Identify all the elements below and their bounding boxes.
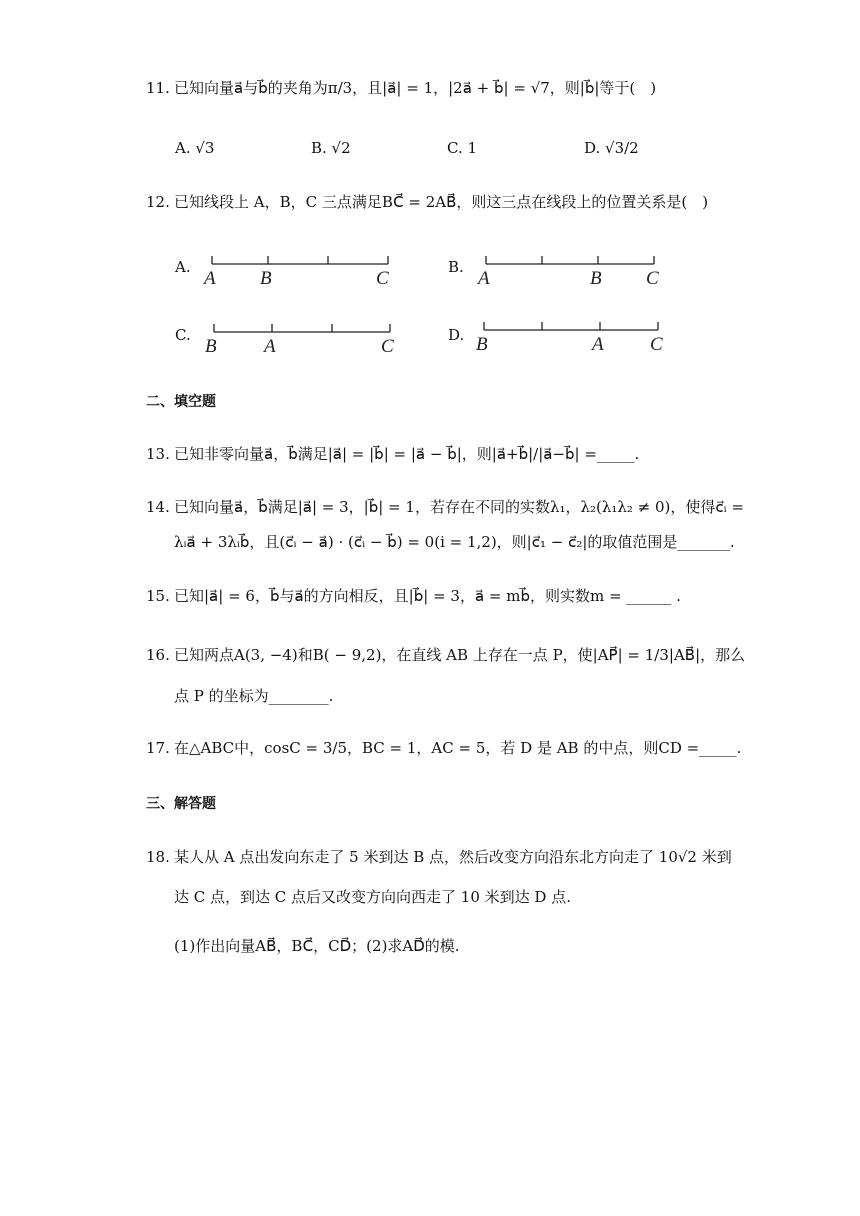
question-14-line2: λᵢa⃗ + 3λᵢb⃗，且(c⃗ᵢ − a⃗) · (c⃗ᵢ − b⃗) = 0(i = 1,2)，则|c⃗₁ − c⃗₂|的取值范围是_______. bbox=[174, 533, 735, 551]
question-18 bbox=[146, 847, 732, 867]
question-number: 14. bbox=[146, 498, 170, 516]
point-label: B bbox=[260, 268, 272, 289]
option-d-label: D. bbox=[448, 326, 465, 344]
question-text: 已知向量a⃗与b⃗的夹角为π/3，且|a⃗| = 1，|2a⃗ + b⃗| = √7，则|b⃗|等于( ) bbox=[174, 79, 657, 97]
question-16-line2: 点 P 的坐标为________. bbox=[174, 687, 334, 705]
point-label: B bbox=[590, 268, 602, 289]
option-b-label: B. bbox=[448, 258, 464, 276]
point-label: C bbox=[650, 334, 663, 355]
point-label: C bbox=[376, 268, 389, 289]
question-18-line3: (1)作出向量AB⃗，BC⃗，CD⃗；(2)求AD⃗的模. bbox=[174, 937, 460, 955]
option-a-label: A. bbox=[175, 258, 191, 276]
question-number: 12. bbox=[146, 193, 170, 211]
question-16 bbox=[146, 645, 745, 665]
question-number: 11. bbox=[146, 79, 170, 97]
question-15 bbox=[146, 586, 681, 606]
question-text-line1: 已知两点A(3, −4)和B( − 9,2)，在直线 AB 上存在一点 P，使|AP⃗| = 1/3|AB⃗|，那么 bbox=[174, 646, 746, 664]
point-label: C bbox=[381, 336, 394, 357]
point-label: A bbox=[204, 268, 216, 289]
question-number: 18. bbox=[146, 848, 170, 866]
option-c-label: C. bbox=[175, 326, 191, 344]
question-text: 已知线段上 A，B，C 三点满足BC⃗ = 2AB⃗，则这三点在线段上的位置关系是( ) bbox=[174, 193, 709, 211]
point-label: A bbox=[264, 336, 276, 357]
point-label: B bbox=[476, 334, 488, 355]
option-c: C. 1 bbox=[447, 139, 478, 157]
question-text-line1: 已知向量a⃗，b⃗满足|a⃗| = 3，|b⃗| = 1，若存在不同的实数λ₁，λ₂(λ₁λ₂ ≠ 0)，使得c⃗ᵢ = bbox=[174, 498, 744, 516]
question-text: 已知非零向量a⃗，b⃗满足|a⃗| = |b⃗| = |a⃗ − b⃗|，则|a⃗+b⃗|/|a⃗−b⃗| =_____. bbox=[174, 445, 640, 463]
segment-diagram-a bbox=[200, 250, 400, 292]
segment-diagram-c bbox=[200, 318, 405, 360]
question-text: 在△ABC中，cosC = 3/5，BC = 1，AC = 5，若 D 是 AB 的中点，则CD =_____. bbox=[174, 739, 742, 757]
point-label: C bbox=[646, 268, 659, 289]
question-number: 16. bbox=[146, 646, 170, 664]
question-number: 13. bbox=[146, 445, 170, 463]
option-a: A. √3 bbox=[175, 139, 215, 157]
option-b: B. √2 bbox=[311, 139, 351, 157]
question-17 bbox=[146, 738, 741, 758]
question-18-line2: 达 C 点，到达 C 点后又改变方向向西走了 10 米到达 D 点. bbox=[174, 888, 571, 906]
section-heading: 二、填空题 bbox=[146, 394, 216, 410]
point-label: A bbox=[478, 268, 490, 289]
point-label: B bbox=[205, 336, 217, 357]
question-number: 17. bbox=[146, 739, 170, 757]
question-11 bbox=[146, 78, 656, 98]
question-14 bbox=[146, 497, 744, 517]
option-d: D. √3/2 bbox=[584, 139, 639, 157]
point-label: A bbox=[592, 334, 604, 355]
question-text: 已知|a⃗| = 6，b⃗与a⃗的方向相反，且|b⃗| = 3，a⃗ = mb⃗，则实数m = ______ . bbox=[174, 587, 681, 605]
question-13 bbox=[146, 444, 639, 464]
segment-diagram-d bbox=[474, 316, 674, 358]
question-text-line1: 某人从 A 点出发向东走了 5 米到达 B 点，然后改变方向沿东北方向走了 10√2 米到 bbox=[174, 848, 732, 866]
section-heading: 三、解答题 bbox=[146, 796, 216, 812]
segment-diagram-b bbox=[474, 250, 674, 292]
question-number: 15. bbox=[146, 587, 170, 605]
question-12 bbox=[146, 192, 708, 212]
